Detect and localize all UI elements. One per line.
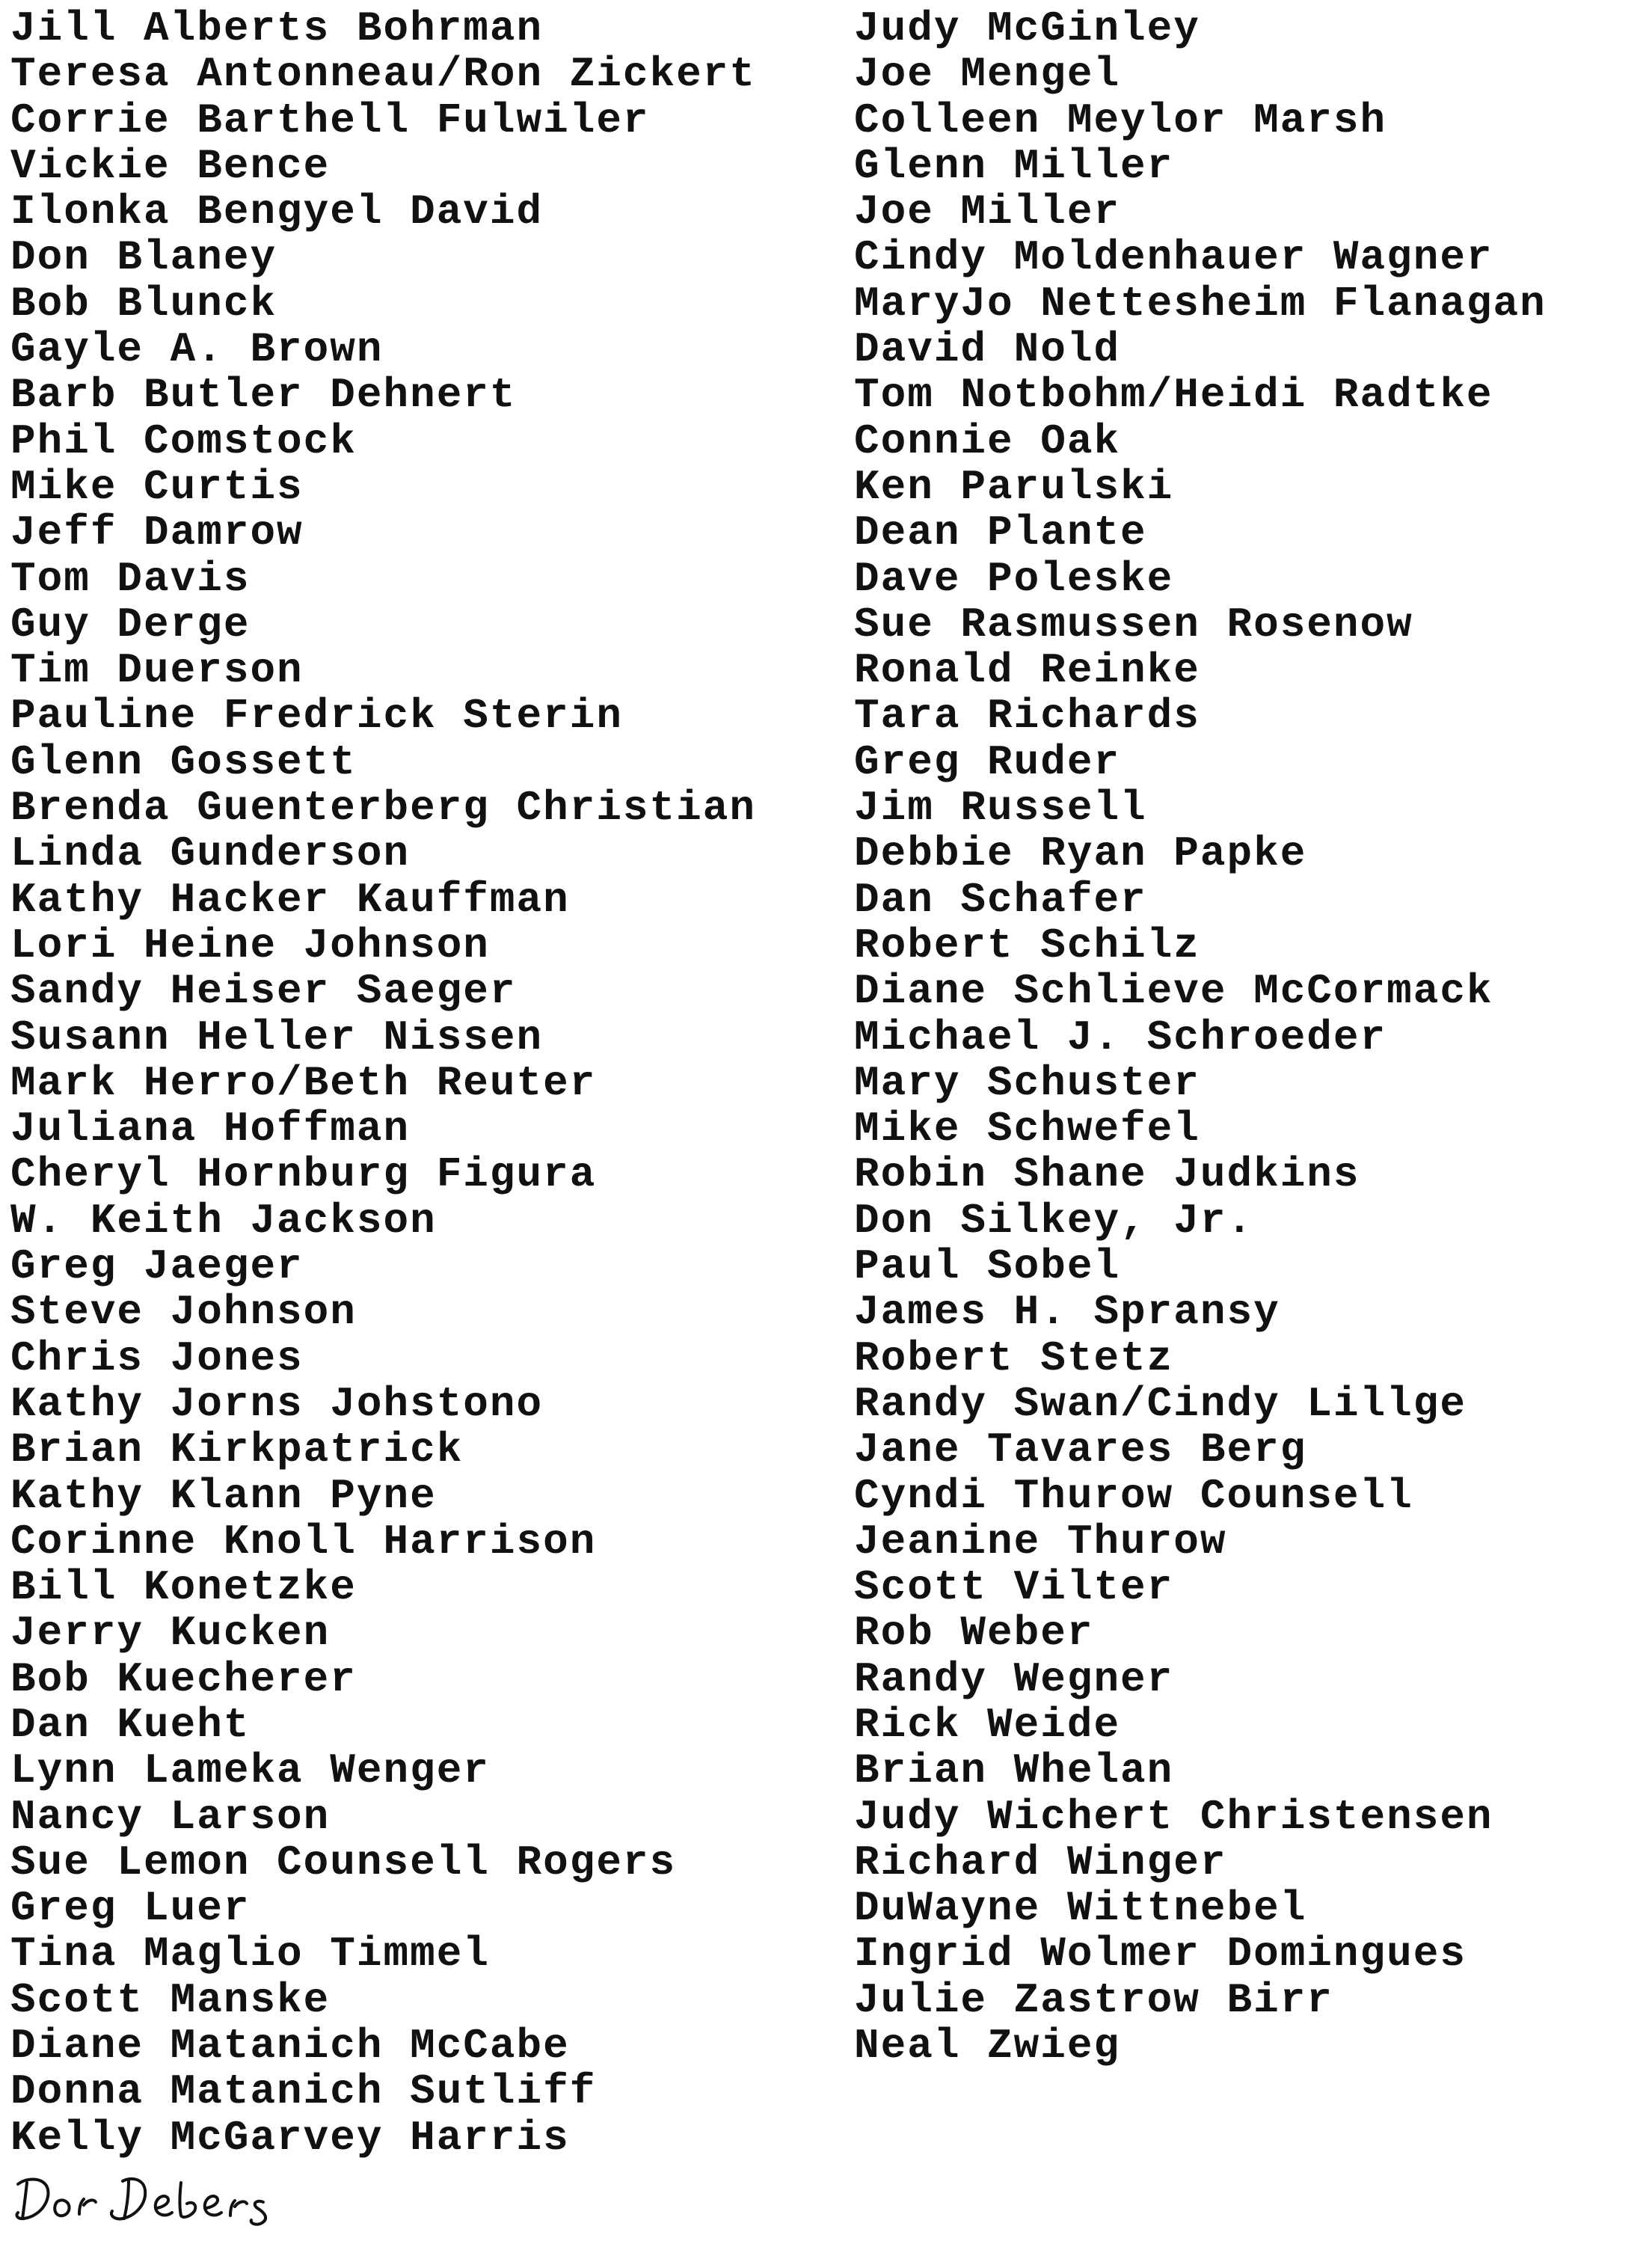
name-entry: DuWayne Wittnebel — [854, 1884, 1307, 1933]
name-entry: Kelly McGarvey Harris — [10, 2113, 570, 2162]
name-entry: Guy Derge — [10, 600, 251, 649]
name-entry: Jim Russell — [854, 784, 1147, 833]
name-entry: Richard Winger — [854, 1838, 1227, 1886]
name-entry: Dan Kueht — [10, 1700, 251, 1749]
name-entry: Tom Notbohm/Heidi Radtke — [854, 371, 1493, 420]
name-entry: Cheryl Hornburg Figura — [10, 1150, 597, 1199]
name-entry: Kathy Hacker Kauffman — [10, 875, 570, 924]
name-entry: Diane Schlieve McCormack — [854, 967, 1493, 1016]
name-entry: Steve Johnson — [10, 1288, 357, 1337]
name-entry: W. Keith Jackson — [10, 1196, 437, 1245]
name-entry: Phil Comstock — [10, 417, 357, 465]
name-entry: Randy Swan/Cindy Lillge — [854, 1379, 1467, 1428]
name-entry: Pauline Fredrick Sterin — [10, 692, 623, 741]
name-entry: Joe Mengel — [854, 50, 1121, 99]
name-entry: David Nold — [854, 325, 1121, 374]
name-entry: Glenn Miller — [854, 141, 1174, 190]
name-entry: Greg Jaeger — [10, 1242, 304, 1291]
name-entry: Cindy Moldenhauer Wagner — [854, 233, 1493, 282]
name-entry: Susann Heller Nissen — [10, 1013, 544, 1061]
name-entry: Judy McGinley — [854, 4, 1200, 52]
name-entry: Bob Blunck — [10, 279, 277, 328]
name-entry: Linda Gunderson — [10, 830, 411, 878]
name-entry: Judy Wichert Christensen — [854, 1792, 1493, 1841]
name-entry: Julie Zastrow Birr — [854, 1975, 1333, 2024]
name-entry: Brian Whelan — [854, 1747, 1174, 1795]
handwritten-signature — [10, 2169, 325, 2237]
name-entry: Kathy Jorns Johstono — [10, 1379, 544, 1428]
name-entry: MaryJo Nettesheim Flanagan — [854, 279, 1547, 328]
name-entry: Neal Zwieg — [854, 2022, 1121, 2070]
name-entry: Scott Manske — [10, 1975, 331, 2024]
name-entry: Lori Heine Johnson — [10, 921, 490, 969]
name-entry: Colleen Meylor Marsh — [854, 96, 1387, 144]
name-entry: Ingrid Wolmer Domingues — [854, 1930, 1467, 1978]
name-entry: James H. Spransy — [854, 1288, 1280, 1337]
signature-scribble-icon — [10, 2169, 325, 2237]
name-entry: Brian Kirkpatrick — [10, 1426, 464, 1474]
name-entry: Sue Lemon Counsell Rogers — [10, 1838, 677, 1886]
name-entry: Tim Duerson — [10, 646, 304, 695]
name-entry: Corinne Knoll Harrison — [10, 1517, 597, 1566]
name-entry: Robert Stetz — [854, 1334, 1174, 1382]
name-entry: Sue Rasmussen Rosenow — [854, 600, 1413, 649]
name-entry: Mike Schwefel — [854, 1105, 1200, 1153]
name-entry: Juliana Hoffman — [10, 1105, 411, 1153]
name-entry: Mike Curtis — [10, 462, 304, 511]
name-entry: Rob Weber — [854, 1609, 1094, 1658]
name-entry: Ken Parulski — [854, 462, 1174, 511]
name-entry: Dan Schafer — [854, 875, 1147, 924]
name-entry: Donna Matanich Sutliff — [10, 2067, 597, 2116]
name-entry: Jane Tavares Berg — [854, 1426, 1307, 1474]
name-entry: Nancy Larson — [10, 1792, 331, 1841]
name-entry: Robin Shane Judkins — [854, 1150, 1360, 1199]
name-entry: Rick Weide — [854, 1700, 1121, 1749]
name-entry: Teresa Antonneau/Ron Zickert — [10, 50, 756, 99]
name-entry: Dave Poleske — [854, 554, 1174, 603]
name-entry: Diane Matanich McCabe — [10, 2022, 570, 2070]
name-entry: Paul Sobel — [854, 1242, 1121, 1291]
name-entry: Connie Oak — [854, 417, 1121, 465]
name-entry: Greg Luer — [10, 1884, 251, 1933]
name-entry: Bill Konetzke — [10, 1563, 357, 1612]
name-entry: Robert Schilz — [854, 921, 1200, 969]
name-entry: Jerry Kucken — [10, 1609, 331, 1658]
name-entry: Scott Vilter — [854, 1563, 1174, 1612]
name-entry: Chris Jones — [10, 1334, 304, 1382]
name-entry: Joe Miller — [854, 188, 1121, 236]
name-entry: Cyndi Thurow Counsell — [854, 1471, 1413, 1520]
name-entry: Brenda Guenterberg Christian — [10, 784, 756, 833]
name-entry: Ilonka Bengyel David — [10, 188, 544, 236]
name-entry: Glenn Gossett — [10, 738, 357, 786]
name-entry: Michael J. Schroeder — [854, 1013, 1387, 1061]
name-entry: Lynn Lameka Wenger — [10, 1747, 490, 1795]
name-entry: Ronald Reinke — [854, 646, 1200, 695]
name-entry: Dean Plante — [854, 509, 1147, 557]
name-entry: Sandy Heiser Saeger — [10, 967, 517, 1016]
name-entry: Don Silkey, Jr. — [854, 1196, 1254, 1245]
name-entry: Bob Kuecherer — [10, 1655, 357, 1703]
name-entry: Tara Richards — [854, 692, 1200, 741]
name-entry: Mark Herro/Beth Reuter — [10, 1058, 597, 1107]
name-entry: Debbie Ryan Papke — [854, 830, 1307, 878]
name-entry: Vickie Bence — [10, 141, 331, 190]
name-entry: Tina Maglio Timmel — [10, 1930, 490, 1978]
name-entry: Greg Ruder — [854, 738, 1121, 786]
name-entry: Jeanine Thurow — [854, 1517, 1227, 1566]
left-name-column — [10, 6, 833, 2161]
name-entry: Randy Wegner — [854, 1655, 1174, 1703]
name-entry: Gayle A. Brown — [10, 325, 384, 374]
right-name-column — [854, 6, 1647, 2069]
name-entry: Jill Alberts Bohrman — [10, 4, 544, 52]
name-entry: Tom Davis — [10, 554, 251, 603]
name-entry: Corrie Barthell Fulwiler — [10, 96, 650, 144]
name-entry: Barb Butler Dehnert — [10, 371, 517, 420]
name-entry: Mary Schuster — [854, 1058, 1200, 1107]
name-entry: Don Blaney — [10, 233, 277, 282]
name-entry: Kathy Klann Pyne — [10, 1471, 437, 1520]
name-entry: Jeff Damrow — [10, 509, 304, 557]
